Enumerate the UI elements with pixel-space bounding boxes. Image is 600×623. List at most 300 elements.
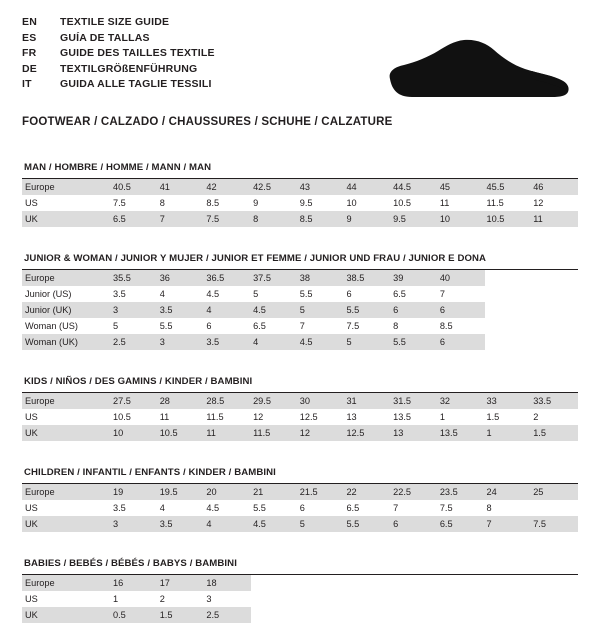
size-group-title: CHILDREN / INFANTIL / ENFANTS / KINDER / BAMBINI [22, 467, 578, 484]
size-value: 31.5 [393, 396, 412, 406]
size-cell [344, 516, 391, 532]
size-cell [344, 302, 391, 318]
size-value: 6.5 [346, 503, 360, 513]
size-cell [158, 302, 205, 318]
size-cell [531, 286, 578, 302]
size-cell [204, 334, 251, 350]
language-title: TEXTILE SIZE GUIDE [60, 16, 170, 28]
size-cell [298, 591, 345, 607]
size-cell [111, 393, 158, 409]
size-value: 5.5 [393, 337, 406, 347]
size-value: 5.5 [299, 289, 313, 299]
size-cell [158, 484, 205, 500]
size-cell [111, 211, 158, 227]
size-cell [298, 607, 345, 623]
size-value: 10.5 [486, 214, 505, 224]
size-cell [204, 318, 251, 334]
table-row [22, 318, 578, 334]
size-value: 2.5 [206, 610, 220, 620]
size-cell [204, 484, 251, 500]
size-value: 6 [439, 337, 445, 347]
size-value: 20 [206, 487, 217, 497]
size-value: 4.5 [206, 503, 220, 513]
size-value: 8.5 [206, 198, 220, 208]
size-table [22, 575, 578, 623]
language-code: ES [22, 31, 37, 44]
size-value: 38 [299, 273, 310, 283]
size-cell [204, 302, 251, 318]
size-cell [438, 286, 485, 302]
row-label: Europe [25, 182, 55, 192]
size-cell [485, 179, 532, 195]
size-cell [344, 334, 391, 350]
size-cell [531, 409, 578, 425]
size-value: 4.5 [253, 305, 266, 315]
table-row [22, 195, 578, 211]
row-label: US [25, 503, 38, 513]
size-cell [391, 334, 438, 350]
size-cell [531, 575, 578, 591]
size-cell [391, 425, 438, 441]
size-value: 6 [206, 321, 212, 331]
size-cell [251, 179, 298, 195]
size-cell [485, 607, 532, 623]
size-value: 28 [159, 396, 170, 406]
size-cell [158, 393, 205, 409]
size-value: 6 [439, 305, 445, 315]
size-value: 7 [159, 214, 165, 224]
size-table [22, 179, 578, 227]
size-cell [204, 409, 251, 425]
size-value: 23.5 [439, 487, 458, 497]
size-cell [531, 393, 578, 409]
size-value: 4.5 [253, 519, 266, 529]
size-cell [204, 500, 251, 516]
row-label: UK [25, 610, 38, 620]
size-cell [204, 286, 251, 302]
size-value: 5.5 [346, 305, 360, 315]
header [22, 16, 578, 108]
size-cell [391, 286, 438, 302]
size-value: 4 [159, 289, 165, 299]
size-value: 10.5 [113, 412, 131, 422]
size-cell [485, 484, 532, 500]
size-cell [298, 516, 345, 532]
size-value: 5.5 [159, 321, 173, 331]
size-cell [298, 270, 345, 286]
size-value: 43 [299, 182, 310, 192]
size-cell [485, 425, 532, 441]
size-value: 22.5 [393, 487, 412, 497]
size-cell [298, 211, 345, 227]
size-cell [391, 302, 438, 318]
size-table [22, 484, 578, 532]
size-value: 7 [299, 321, 305, 331]
size-value: 7.5 [346, 321, 360, 331]
size-value: 7 [439, 289, 445, 299]
size-value: 7.5 [439, 503, 453, 513]
row-label: Junior (UK) [25, 305, 72, 315]
table-row [22, 591, 578, 607]
size-value: 40.5 [113, 182, 131, 192]
size-value: 8.5 [439, 321, 453, 331]
size-cell [158, 516, 205, 532]
size-cell [251, 211, 298, 227]
size-cell [298, 195, 345, 211]
size-cell [251, 302, 298, 318]
size-cell [298, 334, 345, 350]
size-cell [485, 591, 532, 607]
size-cell [251, 409, 298, 425]
size-group [22, 467, 578, 532]
size-cell [438, 409, 485, 425]
language-code: IT [22, 78, 32, 90]
size-value: 3 [113, 519, 119, 529]
size-value: 9 [253, 198, 259, 208]
size-cell [344, 409, 391, 425]
size-cell [485, 318, 532, 334]
size-group [22, 253, 578, 350]
size-cell [531, 500, 578, 516]
size-value: 1.5 [159, 610, 173, 620]
size-value: 5 [299, 519, 305, 529]
size-cell [251, 318, 298, 334]
size-cell [111, 195, 158, 211]
size-value: 10 [439, 214, 451, 224]
language-title-list [22, 16, 215, 94]
size-group-title: BABIES / BEBÉS / BÉBÉS / BABYS / BAMBINI [22, 558, 578, 575]
size-cell [485, 393, 532, 409]
row-label: UK [25, 428, 38, 438]
size-cell [485, 500, 532, 516]
row-label: UK [25, 214, 38, 224]
size-cell [391, 211, 438, 227]
size-cell [485, 286, 532, 302]
size-value: 8 [159, 198, 165, 208]
size-cell [111, 516, 158, 532]
table-row [22, 575, 578, 591]
size-value: 5 [113, 321, 119, 331]
size-cell [204, 425, 251, 441]
size-group-title: MAN / HOMBRE / HOMME / MANN / MAN [22, 162, 578, 179]
size-cell [344, 195, 391, 211]
size-cell [438, 318, 485, 334]
row-label: US [25, 594, 38, 604]
row-label: Junior (US) [25, 289, 72, 299]
size-value: 42.5 [253, 182, 271, 192]
size-value: 12 [299, 428, 310, 438]
table-row [22, 179, 578, 195]
size-value: 11 [439, 198, 450, 208]
language-title: TEXTILGRÖßENFÜHRUNG [60, 62, 198, 75]
size-value: 28.5 [206, 396, 225, 406]
table-row [22, 393, 578, 409]
size-cell [251, 591, 298, 607]
size-cell [158, 211, 205, 227]
size-cell [438, 575, 485, 591]
size-cell [438, 211, 485, 227]
size-cell [391, 409, 438, 425]
size-value: 22 [346, 487, 357, 497]
size-cell [485, 302, 532, 318]
size-cell [531, 318, 578, 334]
language-code: DE [22, 62, 37, 75]
size-cell [344, 575, 391, 591]
size-group [22, 376, 578, 441]
size-value: 2.5 [113, 337, 126, 347]
size-cell [111, 409, 158, 425]
size-cell [111, 286, 158, 302]
size-cell [111, 607, 158, 623]
size-value: 35.5 [113, 273, 131, 283]
size-cell [531, 334, 578, 350]
size-value: 21.5 [299, 487, 318, 497]
size-value: 6 [393, 305, 399, 315]
size-value: 19 [113, 487, 124, 497]
language-title: GUIDA ALLE TAGLIE TESSILI [60, 78, 212, 90]
size-value: 4 [206, 519, 212, 529]
size-value: 10 [346, 198, 357, 208]
size-value: 38.5 [346, 273, 365, 283]
size-value: 1 [486, 428, 492, 438]
table-row [22, 500, 578, 516]
size-value: 25 [533, 487, 544, 497]
size-cell [438, 516, 485, 532]
size-value: 6.5 [253, 321, 266, 331]
language-row [22, 32, 215, 48]
size-value: 21 [253, 487, 264, 497]
size-value: 6 [346, 289, 352, 299]
size-value: 5.5 [253, 503, 266, 513]
size-value: 42 [206, 182, 217, 192]
size-value: 11.5 [486, 198, 504, 208]
size-cell [531, 179, 578, 195]
size-cell [531, 484, 578, 500]
size-value: 36.5 [206, 273, 225, 283]
size-cell [344, 484, 391, 500]
category-title: FOOTWEAR / CALZADO / CHAUSSURES / SCHUHE / CALZATURE [22, 116, 393, 128]
size-value: 6.5 [393, 289, 406, 299]
size-cell [438, 393, 485, 409]
size-value: 33 [486, 396, 497, 406]
row-label: US [25, 412, 38, 422]
size-value: 45.5 [486, 182, 505, 192]
size-cell [111, 334, 158, 350]
size-value: 46 [533, 182, 544, 192]
size-value: 3.5 [159, 305, 173, 315]
size-cell [438, 591, 485, 607]
size-cell [158, 195, 205, 211]
size-value: 8 [253, 214, 259, 224]
size-cell [391, 575, 438, 591]
size-cell [438, 270, 485, 286]
size-value: 13 [346, 412, 357, 422]
size-cell [251, 195, 298, 211]
size-cell [438, 195, 485, 211]
row-label: Europe [25, 487, 55, 497]
size-cell [298, 393, 345, 409]
size-value: 11 [533, 214, 543, 224]
size-value: 29.5 [253, 396, 271, 406]
size-cell [344, 286, 391, 302]
row-label: UK [25, 519, 38, 529]
size-value: 16 [113, 578, 124, 588]
size-cell [111, 500, 158, 516]
row-label: US [25, 198, 38, 208]
size-cell [204, 575, 251, 591]
size-cell [391, 195, 438, 211]
language-row [22, 63, 215, 79]
size-cell [204, 516, 251, 532]
language-title: GUÍA DE TALLAS [60, 31, 150, 44]
row-label: Woman (UK) [25, 337, 78, 347]
size-cell [438, 425, 485, 441]
size-value: 7.5 [206, 214, 220, 224]
size-cell [438, 607, 485, 623]
size-value: 1 [113, 594, 119, 604]
size-value: 17 [159, 578, 170, 588]
table-row [22, 302, 578, 318]
size-value: 27.5 [113, 396, 131, 406]
size-cell [391, 318, 438, 334]
size-cell [298, 425, 345, 441]
table-row [22, 607, 578, 623]
size-group-title: JUNIOR & WOMAN / JUNIOR Y MUJER / JUNIOR ET FEMME / JUNIOR UND FRAU / JUNIOR E DONA [22, 253, 578, 270]
table-row [22, 270, 578, 286]
size-value: 5 [253, 289, 259, 299]
size-cell [391, 484, 438, 500]
language-row [22, 16, 215, 32]
size-value: 7 [393, 503, 399, 513]
size-value: 4 [206, 305, 212, 315]
size-value: 1.5 [533, 428, 546, 438]
size-cell [344, 270, 391, 286]
size-cell [531, 270, 578, 286]
size-cell [204, 591, 251, 607]
size-cell [344, 318, 391, 334]
size-cell [344, 393, 391, 409]
size-cell [204, 211, 251, 227]
size-cell [531, 211, 578, 227]
size-cell [391, 516, 438, 532]
size-cell [391, 607, 438, 623]
size-cell [344, 500, 391, 516]
size-cell [438, 334, 485, 350]
size-value: 11 [159, 412, 170, 422]
size-tables [22, 162, 578, 623]
size-value: 30 [299, 396, 310, 406]
size-value: 0.5 [113, 610, 126, 620]
size-cell [111, 270, 158, 286]
size-value: 6.5 [439, 519, 453, 529]
size-value: 7.5 [113, 198, 126, 208]
size-value: 12 [253, 412, 264, 422]
size-value: 4.5 [299, 337, 313, 347]
size-cell [111, 575, 158, 591]
row-label: Woman (US) [25, 321, 78, 331]
row-label: Europe [25, 273, 55, 283]
size-value: 8.5 [299, 214, 313, 224]
size-cell [438, 179, 485, 195]
size-group [22, 162, 578, 227]
size-cell [485, 516, 532, 532]
size-cell [204, 607, 251, 623]
table-row [22, 425, 578, 441]
size-value: 9.5 [393, 214, 406, 224]
table-row [22, 211, 578, 227]
size-value: 10 [113, 428, 124, 438]
size-cell [485, 270, 532, 286]
size-cell [251, 500, 298, 516]
size-cell [298, 484, 345, 500]
size-value: 41 [159, 182, 170, 192]
size-cell [158, 286, 205, 302]
size-cell [344, 607, 391, 623]
size-value: 7 [486, 519, 492, 529]
row-label: Europe [25, 578, 55, 588]
size-value: 9.5 [299, 198, 313, 208]
size-cell [298, 302, 345, 318]
table-row [22, 484, 578, 500]
size-value: 5 [346, 337, 352, 347]
size-cell [298, 409, 345, 425]
size-cell [111, 318, 158, 334]
size-value: 10.5 [159, 428, 178, 438]
size-value: 19.5 [159, 487, 178, 497]
size-cell [251, 270, 298, 286]
size-value: 1 [439, 412, 445, 422]
dress-shoe-icon [382, 38, 572, 105]
size-cell [531, 195, 578, 211]
size-value: 3 [159, 337, 165, 347]
size-value: 40 [439, 273, 451, 283]
size-cell [391, 500, 438, 516]
size-cell [344, 425, 391, 441]
size-value: 6 [299, 503, 305, 513]
size-cell [111, 302, 158, 318]
size-cell [158, 270, 205, 286]
size-cell [485, 334, 532, 350]
size-cell [204, 270, 251, 286]
size-cell [391, 179, 438, 195]
size-value: 5.5 [346, 519, 360, 529]
table-row [22, 286, 578, 302]
size-cell [298, 286, 345, 302]
size-group [22, 558, 578, 623]
size-cell [158, 500, 205, 516]
size-value: 6 [393, 519, 399, 529]
size-value: 3.5 [113, 503, 126, 513]
size-cell [391, 270, 438, 286]
size-cell [531, 607, 578, 623]
size-value: 33.5 [533, 396, 552, 406]
size-value: 3 [113, 305, 119, 315]
size-value: 4 [159, 503, 165, 513]
size-value: 11.5 [253, 428, 271, 438]
size-cell [344, 211, 391, 227]
size-value: 37.5 [253, 273, 271, 283]
size-value: 7.5 [533, 519, 546, 529]
size-value: 11 [206, 428, 216, 438]
size-value: 12 [533, 198, 544, 208]
size-cell [531, 516, 578, 532]
size-value: 36 [159, 273, 170, 283]
size-value: 3.5 [159, 519, 173, 529]
size-value: 13.5 [439, 428, 458, 438]
size-value: 32 [439, 396, 451, 406]
language-row [22, 78, 215, 94]
table-row [22, 334, 578, 350]
